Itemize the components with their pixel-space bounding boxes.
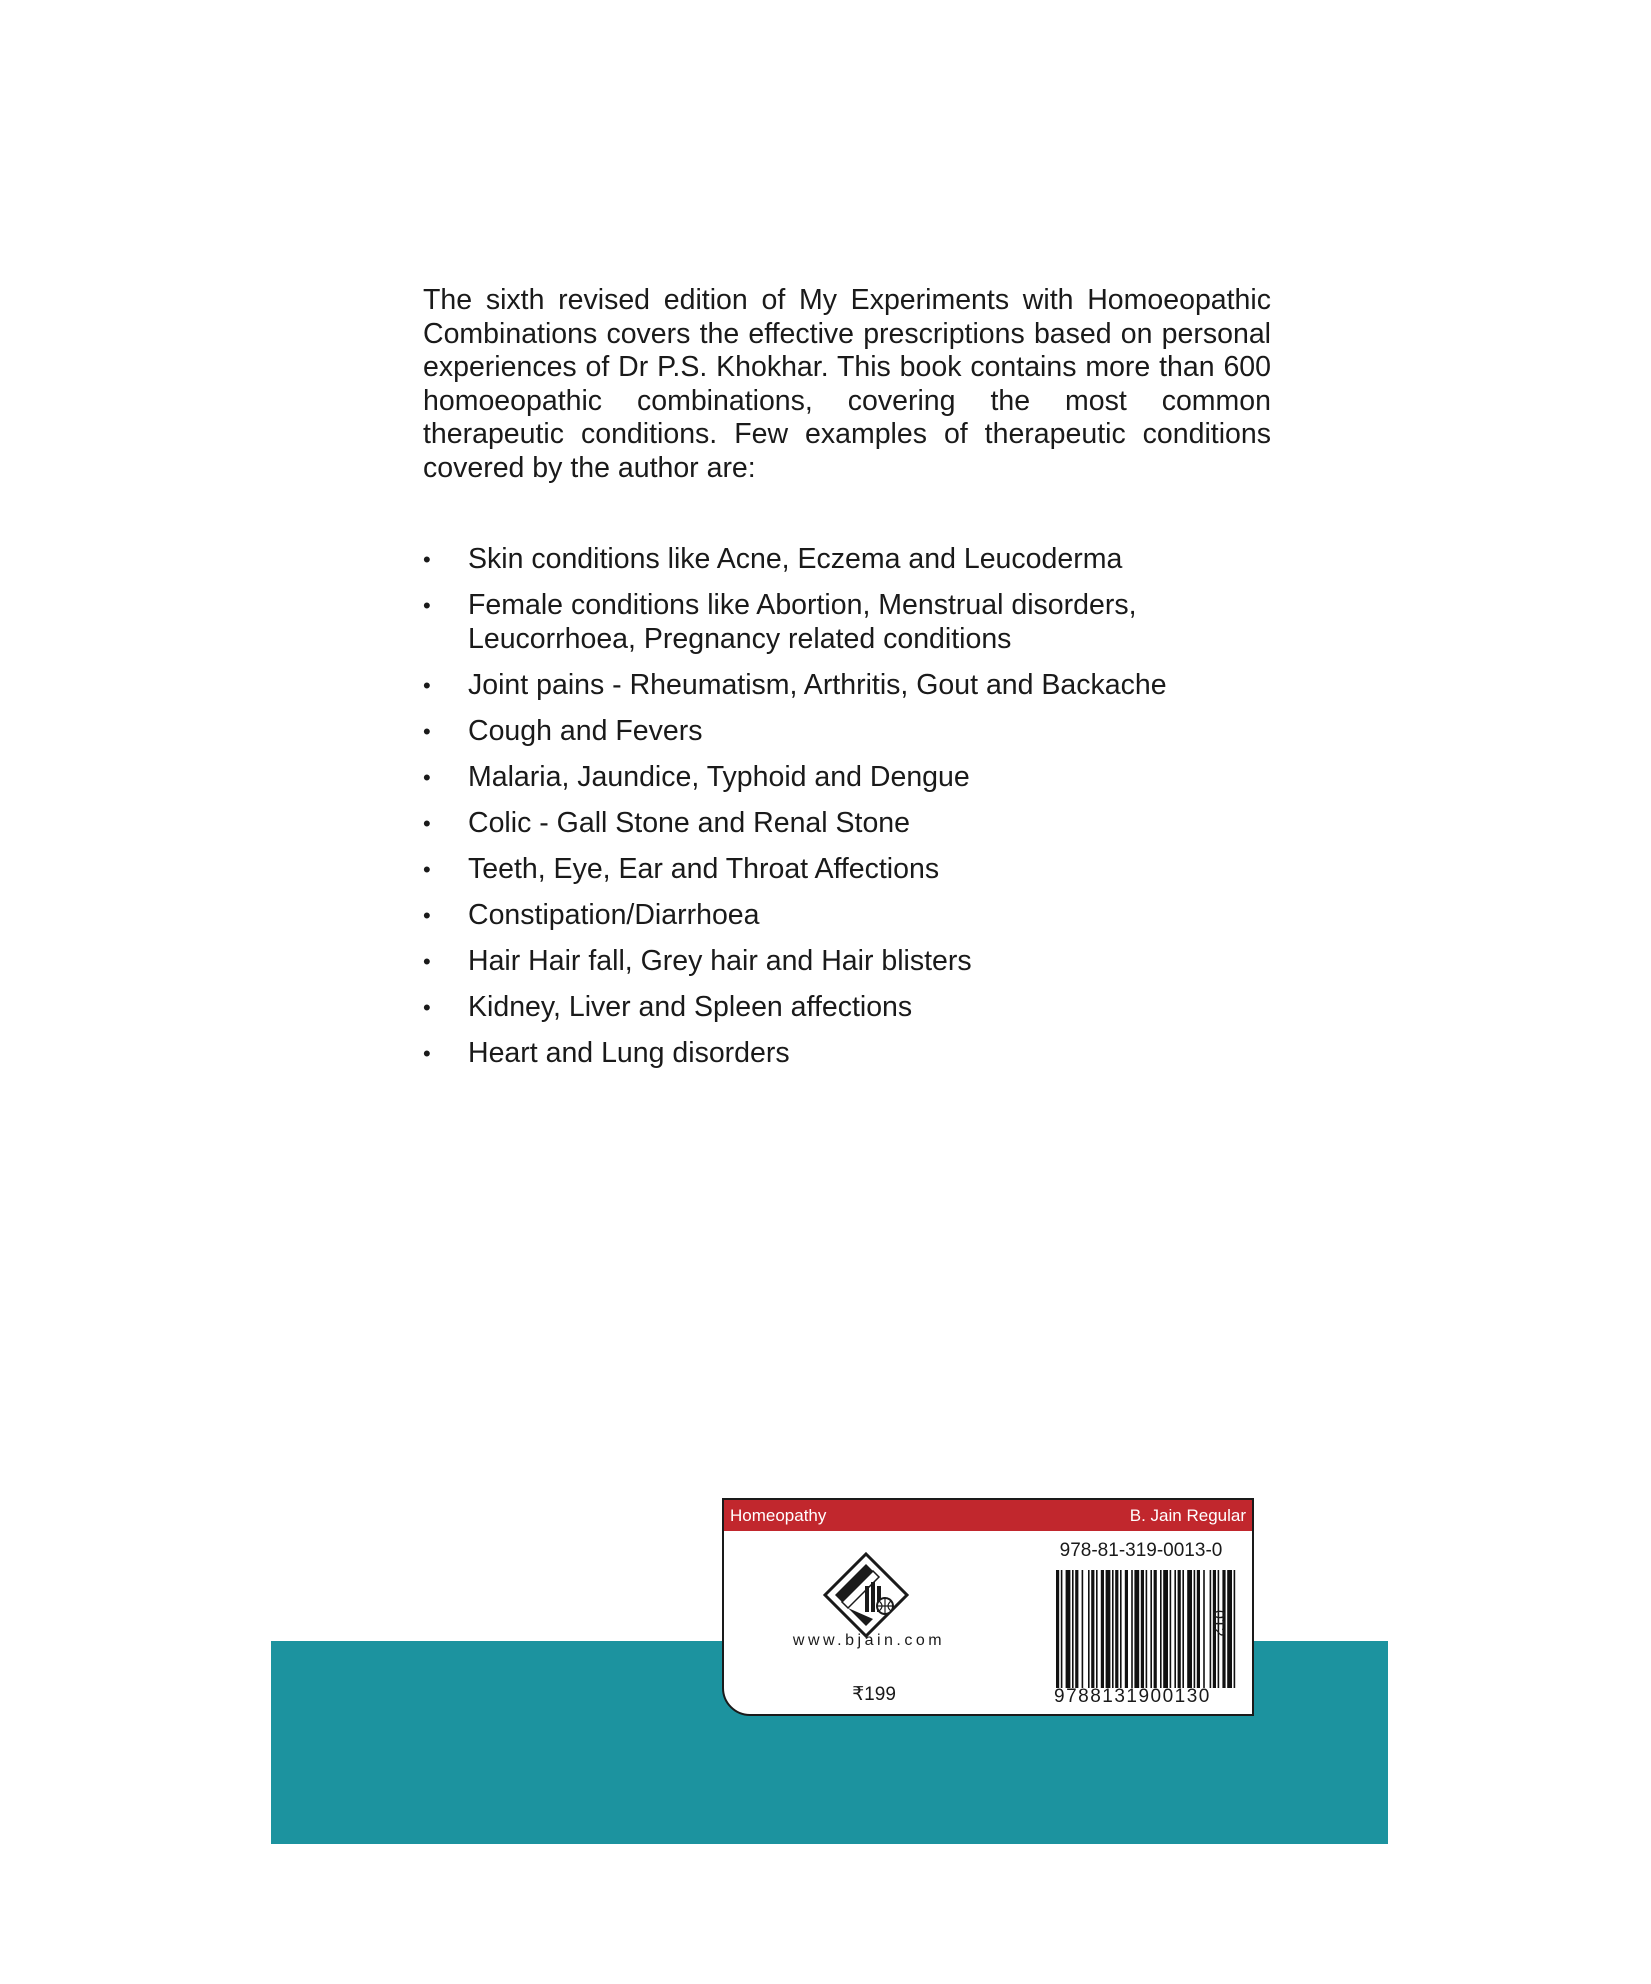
barcode-stripe [1227, 1570, 1232, 1688]
condition-text: Heart and Lung disorders [468, 1036, 790, 1069]
bullet-icon: • [423, 856, 431, 882]
barcode-stripe [1141, 1570, 1144, 1688]
barcode-stripe [1075, 1570, 1078, 1688]
condition-text: Cough and Fevers [468, 714, 703, 747]
list-item [423, 899, 1283, 933]
barcode-stripe [1056, 1570, 1059, 1688]
bullet-icon: • [423, 672, 431, 698]
condition-text: Teeth, Eye, Ear and Throat Affections [468, 852, 940, 885]
barcode-stripe [1082, 1570, 1084, 1688]
conditions-list [423, 543, 1283, 1083]
barcode-number: 9788131900130 [1054, 1686, 1211, 1707]
barcode-stripe [1131, 1570, 1133, 1688]
barcode-stripe [1178, 1570, 1181, 1688]
barcode-stripe [1154, 1570, 1157, 1688]
bullet-icon: • [423, 994, 431, 1020]
barcode-stripe [1134, 1570, 1139, 1688]
bullet-icon: • [423, 1040, 431, 1066]
publisher-logo-icon [821, 1550, 911, 1640]
condition-text: Kidney, Liver and Spleen affections [468, 990, 913, 1023]
list-item [423, 761, 1283, 795]
price-barcode-label [722, 1498, 1254, 1716]
bullet-icon: • [423, 810, 431, 836]
barcode-stripe [1150, 1570, 1152, 1688]
bullet-icon: • [423, 547, 431, 572]
barcode-stripe [1112, 1570, 1114, 1688]
list-item [423, 669, 1283, 703]
barcode-stripe [1091, 1570, 1094, 1688]
barcode-stripe [1182, 1570, 1184, 1688]
list-item [423, 715, 1283, 749]
barcode-stripe [1101, 1570, 1104, 1688]
list-item [423, 1037, 1283, 1071]
bullet-icon: • [423, 902, 431, 928]
category-bar [724, 1500, 1252, 1531]
bullet-icon: • [423, 764, 431, 790]
barcode-stripe [1160, 1570, 1162, 1688]
bullet-icon: • [423, 593, 431, 618]
condition-text: Skin conditions like Acne, Eczema and Leucoderma [468, 543, 1123, 575]
list-item [423, 853, 1283, 887]
list-item [423, 945, 1283, 979]
barcode-stripe [1106, 1570, 1111, 1688]
bullet-icon: • [423, 718, 431, 744]
barcode-stripe [1163, 1570, 1168, 1688]
list-item [423, 543, 1283, 577]
barcode-stripe [1120, 1570, 1122, 1688]
list-item [423, 589, 1283, 656]
website-url: www.bjain.com [792, 1632, 946, 1649]
barcode-stripe [1234, 1570, 1236, 1688]
barcode-stripe [1187, 1570, 1192, 1688]
isbn: 978-81-319-0013-0 [1059, 1540, 1223, 1561]
condition-text: Malaria, Jaundice, Typhoid and Dengue [468, 760, 970, 793]
bullet-icon: • [423, 948, 431, 974]
condition-text: Colic - Gall Stone and Renal Stone [468, 806, 911, 839]
barcode-stripe [1146, 1570, 1148, 1688]
price: ₹199 [852, 1684, 896, 1705]
barcode-stripe [1061, 1570, 1063, 1688]
barcode-stripe [1170, 1570, 1172, 1688]
list-item [423, 807, 1283, 841]
condition-text: Joint pains - Rheumatism, Arthritis, Gout and Backache [468, 668, 1167, 701]
list-item [423, 991, 1283, 1025]
barcode-stripe [1088, 1570, 1090, 1688]
imprint-label: B. Jain Regular [1129, 1506, 1246, 1525]
condition-text: Constipation/Diarrhoea [468, 898, 760, 931]
barcode-stripe [1115, 1570, 1118, 1688]
barcode-stripe [1072, 1570, 1074, 1688]
barcode-stripe [1125, 1570, 1128, 1688]
addon-code: 012 [1210, 1610, 1227, 1637]
barcode-stripe [1096, 1570, 1098, 1688]
barcode-stripe [1174, 1570, 1176, 1688]
barcode-stripe [1197, 1570, 1200, 1688]
back-cover-blurb: The sixth revised edition of My Experiments with Homoeopathic Combinations covers the effective prescriptions based on personal experiences of Dr P.S. Khokhar. This book contains more than 600 homoeopathic combinations, covering the most common therapeutic conditions. Few examples of therapeutic conditions covered by the author are: [423, 284, 1271, 484]
barcode-stripe [1194, 1570, 1196, 1688]
barcode-stripe [1066, 1570, 1071, 1688]
category-label: Homeopathy [730, 1506, 827, 1525]
condition-text: Female conditions like Abortion, Menstrual disorders, Leucorrhoea, Pregnancy related conditions [468, 589, 1137, 655]
condition-text: Hair Hair fall, Grey hair and Hair blisters [468, 944, 972, 977]
barcode-stripe [1203, 1570, 1205, 1688]
